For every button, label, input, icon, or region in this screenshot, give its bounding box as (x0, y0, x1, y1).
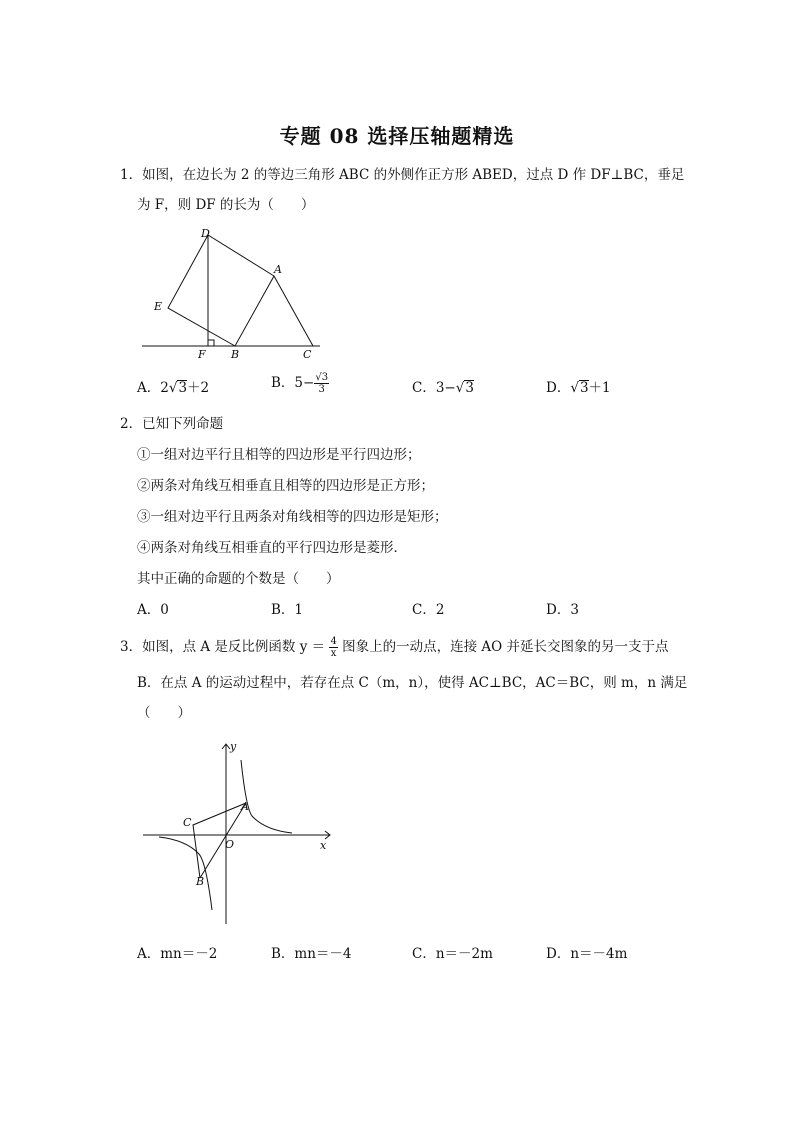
q3-label-o: O (225, 838, 235, 851)
q1-option-d-suffix: ＋1 (588, 380, 611, 396)
q3-stem-line1 (120, 636, 669, 659)
q3-stem-post: 图象上的一动点，连接 AO 并延长交图象的另一支于点 (342, 639, 669, 655)
q1-option-a[interactable] (137, 379, 209, 397)
q3-stem-pre: 3．如图，点 A 是反比例函数 y ＝ (120, 639, 326, 655)
q3-option-a[interactable]: A．mn＝－2 (137, 946, 218, 962)
q1-option-d-prefix: D． (546, 380, 571, 396)
q3-hyperbola-branch-2 (159, 837, 212, 910)
q3-hyperbola-branch-1 (241, 760, 292, 833)
q2-proposition-1: ①一组对边平行且相等的四边形是平行四边形； (137, 447, 421, 463)
q1-option-b[interactable] (271, 372, 329, 395)
q2-option-d[interactable]: D．3 (546, 602, 579, 618)
q3-option-d[interactable]: D．n＝－4m (546, 946, 628, 962)
q1-segment-ac (274, 276, 313, 346)
q1-label-e: E (154, 300, 163, 313)
q1-option-a-radicand: 3 (178, 380, 188, 396)
q1-option-c-radical-sign: √ (455, 380, 465, 396)
q2-proposition-2: ②两条对角线互相垂直且相等的四边形是正方形； (137, 478, 434, 494)
q2-option-c[interactable]: C．2 (412, 602, 445, 618)
q1-figure (140, 226, 330, 366)
q1-label-b: B (231, 348, 240, 361)
q1-square-abed (168, 235, 274, 346)
q2-option-b[interactable]: B．1 (271, 602, 304, 618)
q1-option-b-prefix: B．5− (271, 375, 315, 391)
q1-option-a-radical-sign: √ (168, 380, 178, 396)
q1-label-d: D (201, 227, 210, 240)
q3-stem-line3: （ ） (137, 705, 191, 721)
q1-option-a-prefix: A．2 (137, 380, 169, 396)
q2-option-a[interactable]: A．0 (137, 602, 169, 618)
q3-label-y: y (230, 740, 237, 753)
q1-option-d-radicand: 3 (579, 380, 589, 396)
q1-option-b-denominator: 3 (318, 384, 325, 395)
q3-label-a: A (241, 800, 249, 813)
q3-function-fraction (329, 636, 337, 659)
q3-label-x: x (320, 839, 327, 852)
q1-stem-line2: 为 F，则 DF 的长为（ ） (137, 197, 315, 213)
q1-option-c[interactable] (412, 379, 474, 397)
q1-option-d[interactable] (546, 379, 611, 397)
q1-label-c: C (303, 348, 312, 361)
q2-proposition-4: ④两条对角线互相垂直的平行四边形是菱形． (137, 540, 407, 556)
q1-label-a: A (274, 263, 282, 276)
q3-stem-line2: B．在点 A 的运动过程中，若存在点 C（m，n），使得 AC⊥BC，AC＝BC，则 m，n 满足 (137, 675, 688, 691)
q3-option-b[interactable]: B．mn＝－4 (271, 946, 352, 962)
q2-question: 其中正确的命题的个数是（ ） (137, 571, 340, 587)
q1-option-c-radicand: 3 (465, 380, 474, 396)
q1-stem-line1: 1．如图，在边长为 2 的等边三角形 ABC 的外侧作正方形 ABED，过点 D 作 DF⊥BC，垂足 (120, 167, 685, 183)
q3-option-c[interactable]: C．n＝－2m (412, 946, 493, 962)
q3-fraction-denominator: x (330, 648, 337, 659)
q3-figure (140, 738, 340, 928)
q1-option-a-suffix: ＋2 (187, 380, 210, 396)
q1-right-angle-mark (208, 340, 214, 346)
q3-label-c: C (183, 816, 192, 829)
q3-segments-ac-cb (193, 803, 246, 878)
q1-option-b-fraction (314, 372, 329, 395)
q1-option-b-numerator: √3 (315, 372, 329, 383)
q2-intro: 2．已知下列命题 (120, 416, 224, 432)
q3-segment-ab (200, 803, 246, 878)
q1-option-d-radical-sign: √ (570, 380, 579, 396)
q1-option-c-prefix: C．3− (412, 380, 456, 396)
page-title: 专题 08 选择压轴题精选 (279, 124, 515, 148)
q1-label-f: F (198, 348, 206, 361)
q3-label-b: B (196, 875, 205, 888)
q2-proposition-3: ③一组对边平行且两条对角线相等的四边形是矩形； (137, 509, 448, 525)
q3-fraction-numerator: 4 (330, 636, 337, 647)
